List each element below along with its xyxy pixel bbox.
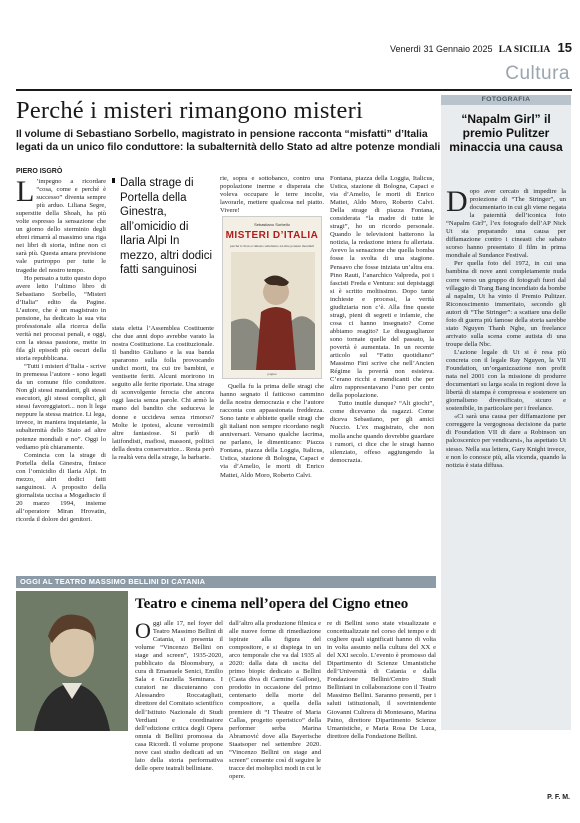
bottom-article-ribbon: OGGI AL TEATRO MASSIMO BELLINI DI CATANIA (16, 576, 436, 588)
paragraph: “Tutti i misteri d’Italia - scrive in premessa l’autore - sono legati da un comune filo conduttore. Non gli stessi mandanti, gli stessi esecutori, gli stessi complici, gli stessi favoreggiatori... non li lega neppure la stessa matrice. Li lega, invece, in maniera inquietante, la subalternità dello Stato ad altre potenze mondiali e no”. Oggi lo vediamo più chiaramente. (16, 363, 106, 451)
sidebar-signature: P. F. M. (547, 794, 570, 801)
book-cover-image (222, 216, 322, 379)
bottom-column-1 (135, 618, 223, 772)
article-subhead: Il volume di Sebastiano Sorbello, magistrato in pensione racconta “misfatti” d’Italia legati da un unico filo conduttore: la subalternità dello Stato ad altre potenze mondiali (16, 129, 441, 153)
issue-date: Venerdì 31 Gennaio 2025 (389, 44, 493, 54)
book-title: MISTERI D’ITALIA (225, 230, 319, 241)
book-author: Sebastiano Sorbello (254, 222, 290, 227)
section-title: Cultura (505, 63, 570, 84)
article-column-4 (330, 175, 434, 573)
paragraph: Comincia con la strage di Portella della Ginestra, finisce con l’omicidio di Ilaria Alpi. In mezzo, altri dodici fatti sanguinosi. A proposito della giornalista uccisa a Mogadiscio il 20 marzo 1994, insieme all’operatore Miran Hrovatin, ricorda il dolore dei genitori. (16, 451, 106, 523)
article-column-1 (16, 175, 106, 574)
pull-quote-text: Dalla strage di Portella della Ginestra, all’omicidio di Ilaria Alpi In mezzo, altri dodici fatti sanguinosi (120, 177, 213, 276)
book-cover-art (231, 252, 315, 370)
paragraph: Quella fu la prima delle stragi che hanno segnato il fatticoso cammino della nostra democrazia e che l’autore racconta con appassionata freddezza. Sono tante e abbiette quelle stragi che gli italiani non sempre ricordano negli anniversari. Versano qualche lacrima, ne parlano, le dimenticano: Piazza Fontana, piazza della Loggia, Italicus, Ustica, stazione di Bologna, Capaci e via d’Amelio, le morti di Enrico Mattei, Aldo Moro, Roberto Calvi. (220, 383, 324, 479)
paragraph: dall’altro alla produzione filmica e alle nuove forme di rimediazione ispirate alla figura del compositore, e si dispiega in un arco temporale che va dal 1935 al 2020: dalla data di uscita del primo biopic dedicato a Bellini (Casta diva di Carmine Gallone), prodotto in occasione del primo centenario della morte del compositore, a quella della premiere di “I Theatre of Maria Callas, progetto operistico” della performer serba Marina Abramović dove alla Bayerische Staatsoper nel settembre 2020. “Vincenzo Bellini on stage and screen” consente così di seguire le tracce dei molteplici modi in cui le opere. (229, 620, 321, 780)
book-publisher: pagine (267, 372, 277, 376)
paragraph: L’azione legale di Ut si è resa più concreta con il legale Ray Nguyen, la VII Foundation, un’organizzazione non profit nata nel 2001 con la missione di produrre documentari su larga scala in regioni dove la libertà di stampa è compressa e sostenere un giornalismo diversificato, sicuro e sostenibile, in particolare per i freelance. (446, 348, 566, 413)
paragraph: rie, sopra e sottobanco, contro una popolazione inerme e disperata che voleva occupare le terre incolte, lavorarle, mettere qualcosa nel piatto. Vivere! (220, 175, 324, 215)
bottom-article-headline: Teatro e cinema nell’opera del Cigno etneo (135, 596, 409, 612)
article-dropcap: L (16, 175, 35, 208)
pull-quote (112, 176, 214, 278)
sidebar-body (446, 185, 566, 708)
bellini-portrait-image (16, 591, 128, 731)
paragraph: Fontana, piazza della Loggia, Italicus, Ustica, stazione di Bologna, Capaci e via d’Amelio, le morti di Enrico Mattei, Aldo Moro, Roberto Calvi. Della strage di piazza Fontana, considerata “la madre di tutte le stragi”, ho un ricordo personale. Quando le televisioni batterono la notizia, la redazione intera fu allertata. Avevo la sensazione che quella bomba fosse la svolta di una stagione. Pensavo che fosse iniziata un’altra era. Pino Rauti, l’anarchico Valpreda, poi i fascisti Freda e Ventura: sui depistaggi si è scritto moltissimo. Dopo tante inchieste e processi, la verità giudiziaria non c’è. Alla fine queste stragi, pieni di segreti e infamie, che cosa ci hanno insegnato? Come abbiamo reagito? Le disuguaglianze sono tornate quelle del passato, la povertà è aumentata. In un recente articolo sul “Fatto quotidiano” Massimo Fini scrive che nell’Ancien Régime la povertà non esisteva. C’erano ricchi e mendicanti che per altro rappresentavano l’uno per cento della popolazione. (330, 175, 434, 400)
book-subtitle: perché lo Stato è rimasto subalterno ad altre potenze mondiali (230, 244, 314, 248)
paragraph: Tutto inutile dunque? “Alt giochi”, come dicevamo da ragazzi. Come diceva Sebastiano, per gli amici Nuccio. L’ex magistrato, che non molla anche quando dovrebbe guardare i rumori, ci dice che le stragi hanno silenziato, offeso aggiungendo la democrazia. (330, 400, 434, 464)
paragraph: re di Bellini sono state visualizzate e concettualizzate nel corso del tempo e di cogliere quali significati hanno di volta in volta assunto nella cultura del XX e del XXI secolo. L’evento è promosso dal Dipartimento di Scienze Umanistiche dell’Università di Catania e dalla Fondazione Bellini/Centro Studi Belliniani in collaborazione con il Teatro Massimo Bellini. Saranno presenti, per i saluti istituzionali, il sovrintendente Giovanni Cultrera di Montesano, Marina Paino, direttore Dipartimento Scienze Umanistiche, e Maria Rosa De Luca, direttore della Fondazione Bellini. (327, 620, 436, 740)
article-column-2 (112, 325, 214, 573)
portrait-art (16, 591, 128, 731)
header-rule (16, 89, 572, 91)
page-header (12, 40, 572, 56)
newspaper-brand: LA SICILIA (498, 45, 551, 55)
paragraph: Per quella foto del 1972, in cui una bambina di nove anni completamente nuda corre verso un gruppo di fotografi fuori dal villaggio di Trang Bang incendiato da bombe al napalm, Ut ha vinto il Premio Pulitzer. Riconoscimento immeritato, secondo gli autori di “The Stringer”: a scattare una delle foto di guerra più famose della storia sarebbe stato Nguyen Thanh Nghe, un freelance arrivato sulla scena come autista di una troupe della Nbc. (446, 260, 566, 348)
bottom-column-3 (327, 620, 436, 740)
paragraph: Ho pensato a tutto questo dopo avere letto l’ultimo libro di Sebastiano Sorbello, “Misteri d’Italia” edito da Pagine. L’autore, che è un magistrato in pensione, ha dedicato la sua vita professionale alla ricerca della verità nei processi penali, e oggi, con la stessa passione, mette in fila gli episodi più oscuri della storia repubblicana. (16, 274, 106, 363)
article-column-3-top (220, 175, 324, 213)
paragraph: stata eletta l’Assemblea Costituente che due anni dopo avrebbe varato la nostra Costituzione. La costituzionale. Il bandito Giuliano e la sua banda spararono sulla folla provocando undici morti, tra cui tre bambini, e ventisette feriti. Alcuni morirono in seguito alle ferite riportate. Una strage di sconvolgente ferocia che ancora oggi lascia senza parole. Chi armò la mano del bandito che seduceva le donne e uccideva senza rimorso? Molte le ipotesi, alcune verosimili altre fantasiose. Si parlò di latifondisti, mafiosi, massoni, politici della destra conservatrice... Resta però la realtà vera della strage, la barbarie. (112, 325, 214, 461)
article-byline: PIERO ISGRÒ (16, 168, 63, 175)
article-headline: Perché i misteri rimangono misteri (16, 97, 364, 124)
article-column-3-bottom (220, 383, 324, 573)
sidebar-box (441, 95, 571, 730)
bottom-dropcap: O (135, 618, 151, 643)
sidebar-tag: FOTOGRAFIA (441, 95, 571, 105)
page-number: 15 (557, 40, 572, 55)
paragraph: «Ci sarà una causa per diffamazione per correggere la vergognosa decisione da parte di Foundation VII di dare a Robinson un palcoscenico per vendicarsi», ha aspettato Ut stesso. Nella sua lettera, Gary Knight invece, e non lo conosce più, alla vicenda, quando la notizia è stata diffusa. (446, 413, 566, 469)
bottom-column-2 (229, 620, 321, 780)
paragraph: ’impegno a ricordare “cosa, come e perché è successo” diventa sempre più arduo. Liliana Segre, superstite della Shoah, ha più volte espresso la sensazione che un giorno dello sterminio degli ebrei rimarrà al massimo una riga nei libri di storia, infine non ci sarà più. Questa amara previsione vale purtroppo per tutte le tragedie del nostro tempo. (16, 178, 106, 274)
quote-marker (112, 178, 115, 183)
sidebar-dropcap: D (446, 185, 468, 218)
paragraph: opo aver cercato di impedire la proiezione di “The Stringer”, un documentario in cui gli viene negata la paternità dell’iconica foto “Napalm Girl”, l’ex fotografo dell’AP Nick Ut sta preparando una causa per diffamazione contro i cineasti che sabato scorso hanno presentato il film in prima mondiale al Sundance Festival. (446, 188, 566, 260)
paragraph: ggi alle 17, nel foyer del Teatro Massimo Bellini di Catania, si presenta il volume “Vincenzo Bellini on stage and screen”, 1935-2020, pubblicato da Bloomsbury, a cura di Emanuele Senici, Emilio Sala e Graziella Seminara. I curatori ne discuteranno con Alessandro Roccatagliati, direttore del Comitato scientifico dell’Istituto Nazionale di Studi Verdiani e coordinatore dell’edizione critica degli Opera omnia di Bellini promossa da casa Ricordi. Il volume propone nove casi studio dedicati ad un lato della storia performativa delle opere teatrali belliniane. (135, 620, 223, 772)
sidebar-title: “Napalm Girl” il premio Pulitzer minaccia una causa (449, 112, 563, 154)
